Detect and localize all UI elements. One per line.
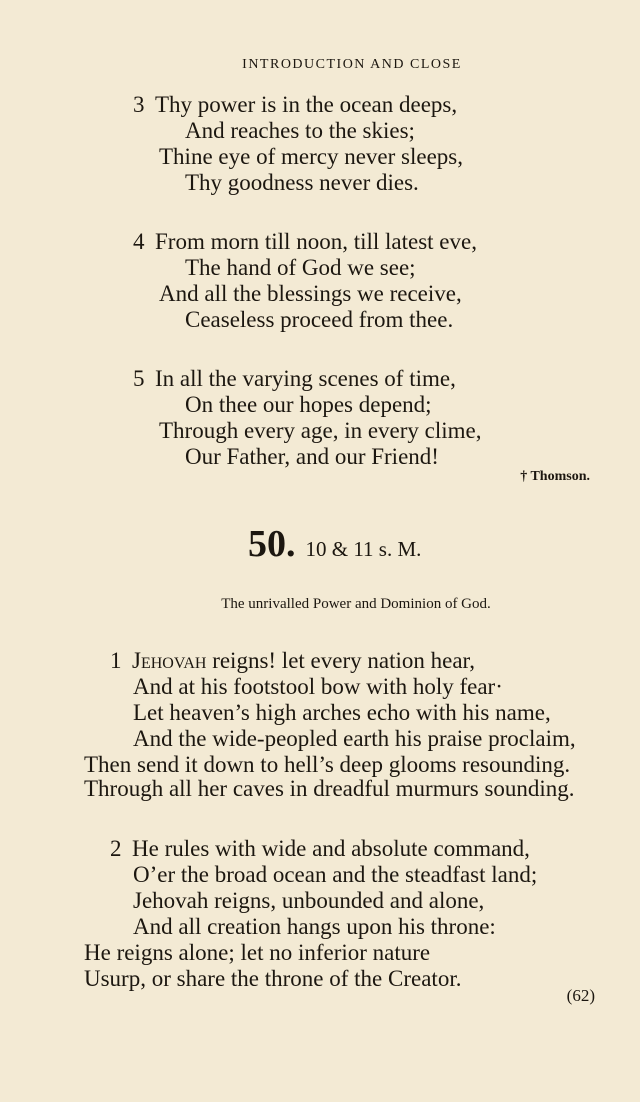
- stanza-2-line-1: 2 He rules with wide and absolute command,: [110, 836, 530, 861]
- stanza-5-line-1: 5 In all the varying scenes of time,: [133, 366, 456, 391]
- stanza-2-line-6: Usurp, or share the throne of the Creator.: [84, 966, 462, 991]
- stanza-1-line-2: And at his footstool bow with holy fear·: [133, 674, 503, 699]
- stanza-1-line-5: Then send it down to hell’s deep glooms resounding.: [84, 752, 571, 777]
- stanza-3-line-1: 3 Thy power is in the ocean deeps,: [133, 92, 458, 117]
- stanza-4-line-3: And all the blessings we receive,: [159, 281, 462, 306]
- stanza-2-line-4: And all creation hangs upon his throne:: [133, 914, 496, 939]
- stanza-2-line-5: He reigns alone; let no inferior nature: [84, 940, 431, 965]
- hymn-subtitle: The unrivalled Power and Dominion of God.: [221, 596, 491, 612]
- author-attribution: † Thomson.: [520, 469, 590, 484]
- stanza-number: 1: [110, 648, 122, 673]
- running-header: INTRODUCTION AND CLOSE: [242, 57, 462, 72]
- stanza-1-line-6: Through all her caves in dreadful murmurs sounding.: [84, 776, 575, 801]
- hymn-number: 50.: [248, 523, 296, 565]
- stanza-3-line-2: And reaches to the skies;: [185, 118, 415, 143]
- stanza-3-line-4: Thy goodness never dies.: [185, 170, 419, 195]
- stanza-4-line-1: 4 From morn till noon, till latest eve,: [133, 229, 477, 254]
- stanza-5-line-2: On thee our hopes depend;: [185, 392, 432, 417]
- page-number: (62): [566, 986, 595, 1005]
- stanza-3-line-3: Thine eye of mercy never sleeps,: [159, 144, 463, 169]
- hymn-meter: 10 & 11 s. M.: [305, 537, 422, 561]
- stanza-number: 2: [110, 836, 122, 861]
- stanza-1-line-1: 1 Jehovah reigns! let every nation hear,: [110, 648, 476, 673]
- stanza-number: 3: [133, 92, 145, 117]
- hymn-heading: [248, 522, 421, 566]
- stanza-number: 5: [133, 366, 145, 391]
- stanza-4-line-4: Ceaseless proceed from thee.: [185, 307, 454, 332]
- stanza-2-line-3: Jehovah reigns, unbounded and alone,: [133, 888, 485, 913]
- stanza-5-line-3: Through every age, in every clime,: [159, 418, 482, 443]
- stanza-1-line-4: And the wide-peopled earth his praise proclaim,: [133, 726, 576, 751]
- stanza-4-line-2: The hand of God we see;: [185, 255, 416, 280]
- stanza-5-line-4: Our Father, and our Friend!: [185, 444, 439, 469]
- small-caps-word: Jehovah: [132, 648, 207, 673]
- stanza-1-line-3: Let heaven’s high arches echo with his name,: [133, 700, 551, 725]
- stanza-number: 4: [133, 229, 145, 254]
- stanza-2-line-2: O’er the broad ocean and the steadfast land;: [133, 862, 538, 887]
